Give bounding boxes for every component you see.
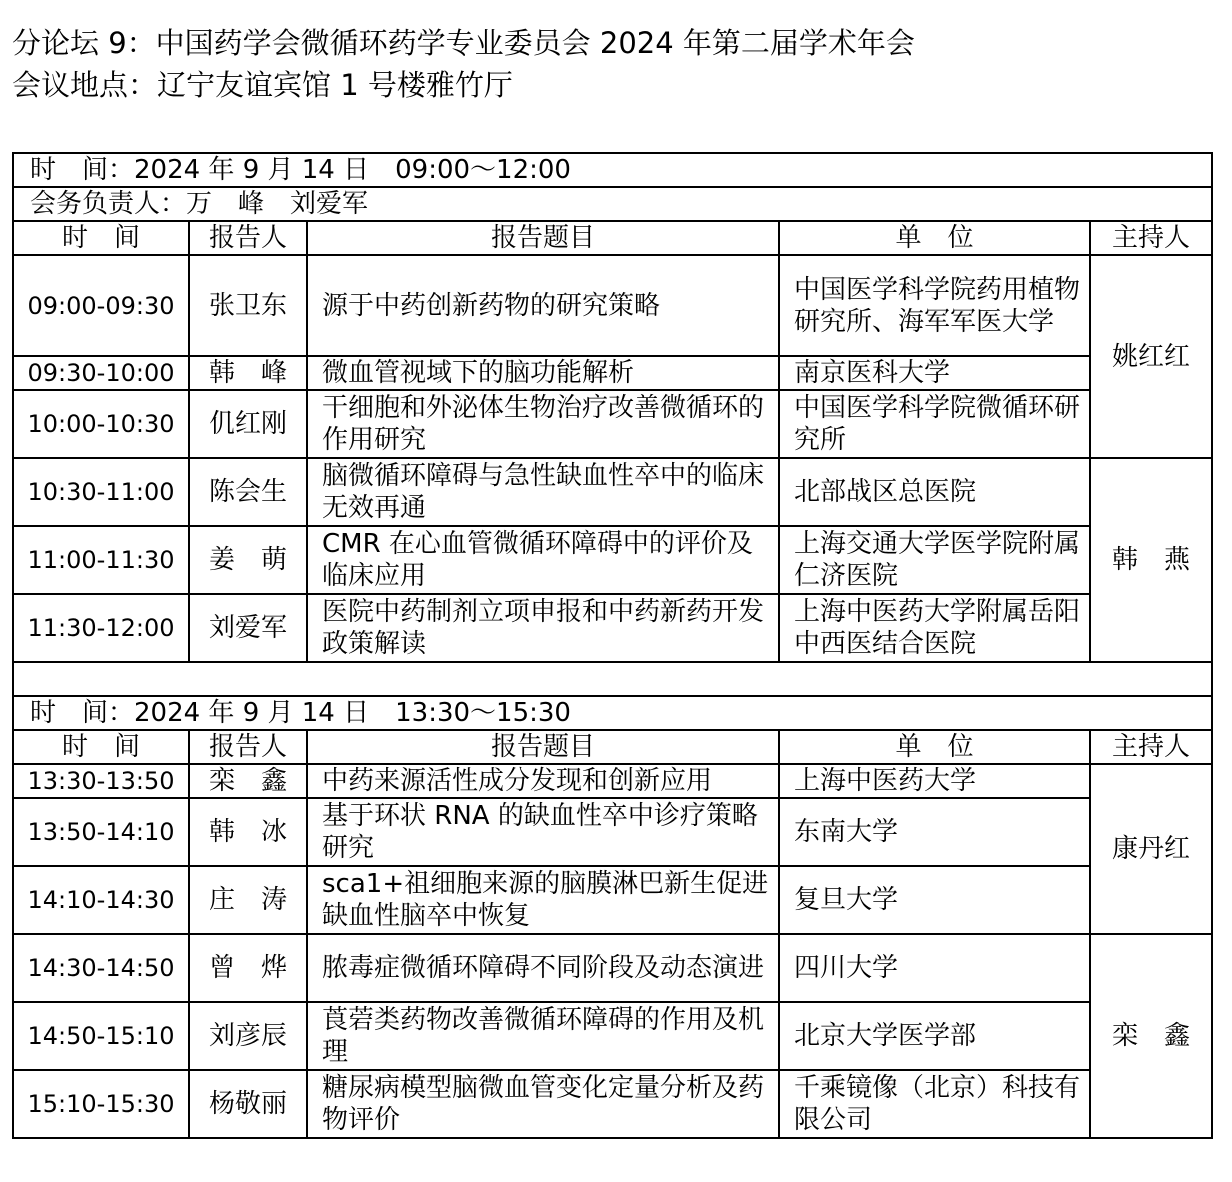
col-header-host: 主持人	[1090, 730, 1212, 764]
afternoon-time-row	[13, 696, 1212, 730]
row-speaker: 韩 冰	[189, 798, 307, 866]
venue-line: 会议地点：辽宁友谊宾馆 1 号楼雅竹厅	[12, 68, 513, 102]
row-host: 栾 鑫	[1090, 934, 1212, 1138]
table-row	[13, 594, 1212, 662]
row-speaker: 仉红刚	[189, 390, 307, 458]
row-time: 14:50-15:10	[13, 1002, 189, 1070]
table-row	[13, 1070, 1212, 1138]
row-speaker: 刘彦辰	[189, 1002, 307, 1070]
row-time: 11:30-12:00	[13, 594, 189, 662]
col-header-unit: 单 位	[779, 221, 1090, 255]
morning-time-row	[13, 153, 1212, 187]
row-speaker: 陈会生	[189, 458, 307, 526]
col-header-topic: 报告题目	[307, 730, 779, 764]
table-row	[13, 356, 1212, 390]
row-topic: sca1+祖细胞来源的脑膜淋巴新生促进缺血性脑卒中恢复	[307, 866, 779, 934]
row-speaker: 张卫东	[189, 255, 307, 356]
table-row	[13, 764, 1212, 798]
row-unit: 千乘镜像（北京）科技有限公司	[779, 1070, 1090, 1138]
row-host: 韩 燕	[1090, 458, 1212, 662]
morning-organizer-row	[13, 187, 1212, 221]
row-unit: 中国医学科学院药用植物研究所、海军军医大学	[779, 255, 1090, 356]
row-topic: 基于环状 RNA 的缺血性卒中诊疗策略研究	[307, 798, 779, 866]
row-speaker: 杨敬丽	[189, 1070, 307, 1138]
table-row	[13, 526, 1212, 594]
row-unit: 东南大学	[779, 798, 1090, 866]
col-header-host: 主持人	[1090, 221, 1212, 255]
row-time: 13:30-13:50	[13, 764, 189, 798]
row-speaker: 韩 峰	[189, 356, 307, 390]
col-header-time: 时 间	[13, 730, 189, 764]
row-speaker: 栾 鑫	[189, 764, 307, 798]
col-header-speaker: 报告人	[189, 221, 307, 255]
row-topic: CMR 在心血管微循环障碍中的评价及临床应用	[307, 526, 779, 594]
row-time: 09:30-10:00	[13, 356, 189, 390]
row-unit: 复旦大学	[779, 866, 1090, 934]
morning-header-row	[13, 221, 1212, 255]
table-row	[13, 798, 1212, 866]
row-topic: 中药来源活性成分发现和创新应用	[307, 764, 779, 798]
col-header-topic: 报告题目	[307, 221, 779, 255]
row-topic: 糖尿病模型脑微血管变化定量分析及药物评价	[307, 1070, 779, 1138]
afternoon-header-row	[13, 730, 1212, 764]
table-row	[13, 390, 1212, 458]
col-header-time: 时 间	[13, 221, 189, 255]
row-speaker: 刘爱军	[189, 594, 307, 662]
row-speaker: 曾 烨	[189, 934, 307, 1002]
table-row	[13, 934, 1212, 1002]
afternoon-time-line: 时 间：2024 年 9 月 14 日 13:30～15:30	[13, 696, 1212, 730]
col-header-unit: 单 位	[779, 730, 1090, 764]
page-title: 分论坛 9：中国药学会微循环药学专业委员会 2024 年第二届学术年会	[12, 26, 915, 60]
row-unit: 北京大学医学部	[779, 1002, 1090, 1070]
row-time: 09:00-09:30	[13, 255, 189, 356]
row-topic: 莨菪类药物改善微循环障碍的作用及机理	[307, 1002, 779, 1070]
row-topic: 脓毒症微循环障碍不同阶段及动态演进	[307, 934, 779, 1002]
session-spacer-row	[13, 662, 1212, 696]
schedule-table	[12, 152, 1213, 1139]
row-time: 13:50-14:10	[13, 798, 189, 866]
row-unit: 上海中医药大学	[779, 764, 1090, 798]
row-time: 11:00-11:30	[13, 526, 189, 594]
row-topic: 干细胞和外泌体生物治疗改善微循环的作用研究	[307, 390, 779, 458]
table-row	[13, 1002, 1212, 1070]
row-time: 15:10-15:30	[13, 1070, 189, 1138]
row-speaker: 姜 萌	[189, 526, 307, 594]
row-topic: 源于中药创新药物的研究策略	[307, 255, 779, 356]
row-unit: 中国医学科学院微循环研究所	[779, 390, 1090, 458]
morning-organizer-line: 会务负责人：万 峰 刘爱军	[13, 187, 1212, 221]
table-row	[13, 866, 1212, 934]
row-unit: 四川大学	[779, 934, 1090, 1002]
row-topic: 脑微循环障碍与急性缺血性卒中的临床无效再通	[307, 458, 779, 526]
row-unit: 南京医科大学	[779, 356, 1090, 390]
row-time: 10:00-10:30	[13, 390, 189, 458]
row-unit: 北部战区总医院	[779, 458, 1090, 526]
row-host: 姚红红	[1090, 255, 1212, 458]
session-spacer	[13, 662, 1212, 696]
col-header-speaker: 报告人	[189, 730, 307, 764]
table-row	[13, 255, 1212, 356]
row-time: 14:30-14:50	[13, 934, 189, 1002]
row-time: 14:10-14:30	[13, 866, 189, 934]
table-row	[13, 458, 1212, 526]
morning-time-line: 时 间：2024 年 9 月 14 日 09:00～12:00	[13, 153, 1212, 187]
row-topic: 医院中药制剂立项申报和中药新药开发政策解读	[307, 594, 779, 662]
row-speaker: 庄 涛	[189, 866, 307, 934]
page-header	[12, 22, 915, 106]
row-host: 康丹红	[1090, 764, 1212, 934]
row-unit: 上海中医药大学附属岳阳中西医结合医院	[779, 594, 1090, 662]
row-unit: 上海交通大学医学院附属仁济医院	[779, 526, 1090, 594]
row-topic: 微血管视域下的脑功能解析	[307, 356, 779, 390]
row-time: 10:30-11:00	[13, 458, 189, 526]
